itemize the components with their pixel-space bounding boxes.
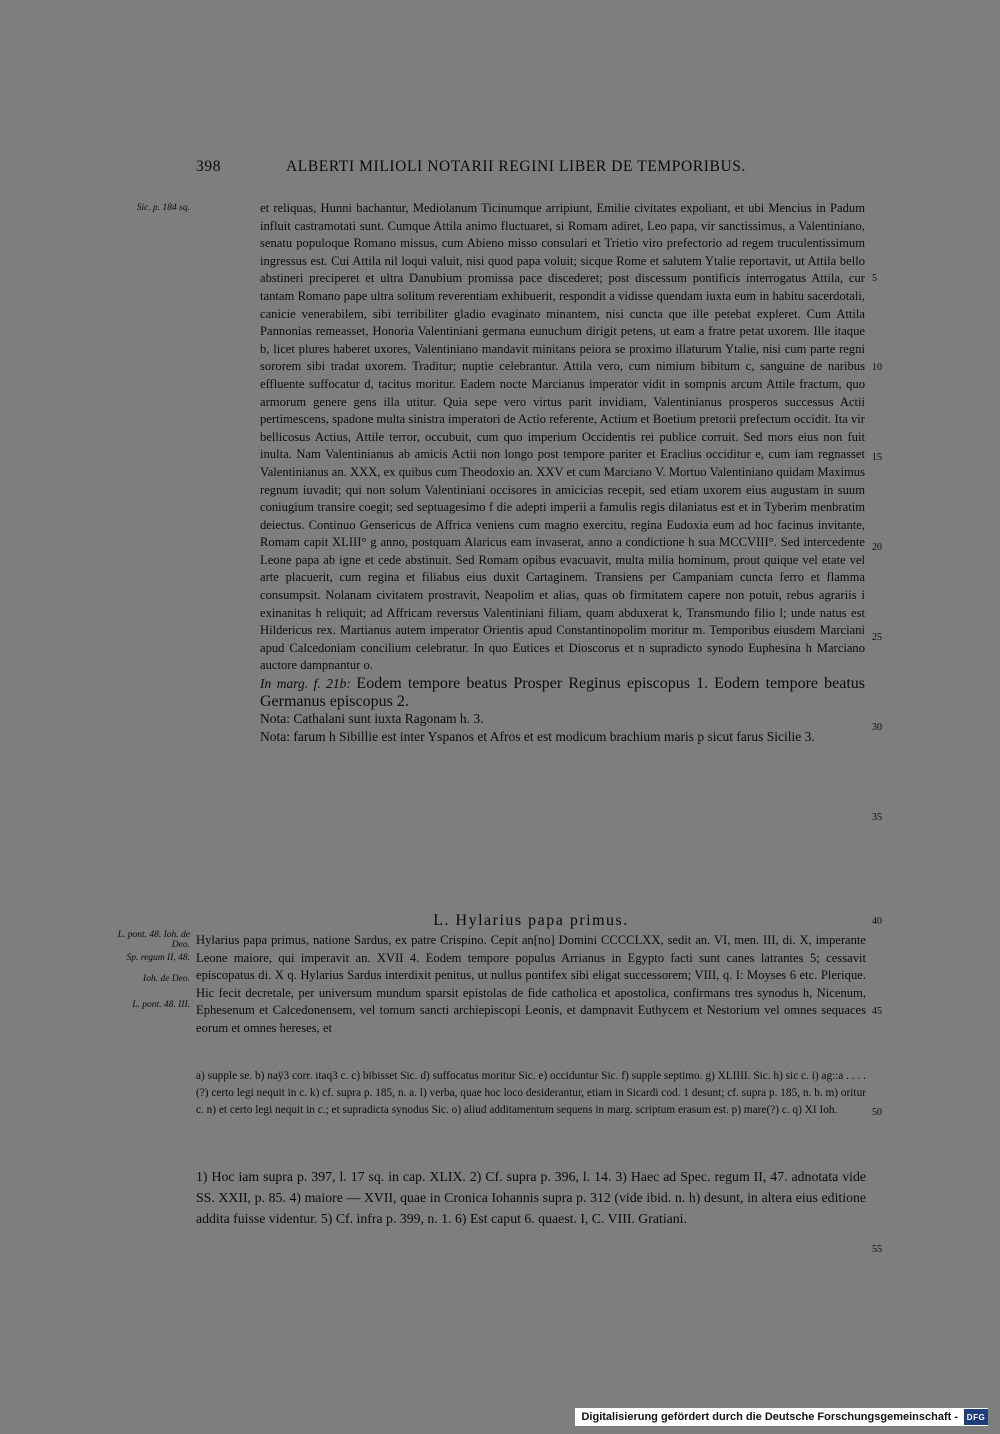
line-number: 50 [872, 1107, 882, 1118]
section-text: Hylarius papa primus, natione Sardus, ex patre Crispino. Cepit an[no] Domini CCCCLXX, sedit an. VI, men. III, di. X, imperante Leone maiore, qui imperavit an. XVII 4. Eodem tempore populus Arrianus in Egypto facti sunt canes latrantes 5; cessavit episcopatus di. X q. Hylarius Sardus interdixit penitus, ut nullus pontifex sibi eligat successorem; VIII, q. I: Moyses 6 etc. Plerique. Hic fecit decretale, per universum mundum sparsit epistolas de fide catholica et apostolica, confirmans tres synodus h, Nicenum, Ephesenum et Calcedonensem, vel tomum sancti archiepiscopi Leonis, et dampnavit Euthycem et Nestorium vel omnes sequaces eorum et omnes hereses, et [196, 933, 866, 1035]
line-number: 40 [872, 916, 882, 927]
margin-note-sic: Sic. p. 184 sq. [136, 203, 190, 213]
line-number: 25 [872, 632, 882, 643]
margin-note-iohdeo: Ioh. de Deo. [143, 974, 190, 984]
line-number: 45 [872, 1006, 882, 1017]
margin-note-spregum: Sp. regum II, 48. [126, 953, 190, 963]
line-number: 15 [872, 452, 882, 463]
running-title: ALBERTI MILIOLI NOTARII REGINI LIBER DE TEMPORIBUS. [286, 158, 746, 175]
main-text [260, 200, 865, 745]
main-paragraph: et reliquas, Hunni bachantur, Mediolanum Ticinumque arripiunt, Emilie civitates expoliant, et ubi Mencius in Padum influit castramotati sunt. Cumque Attila animo fluctuaret, si Romam adiret, Leo papa, vir sanctissimus, a Valentiniano, senatu populoque Romano missus, cum Abieno misso consulari et Trietio viro prefectorio ad regem truculentissimum ingressus est. Cui Attila nil loqui valuit, nisi quod papa voluit; sicque Rome et salutem Ytalie reportavit, ut Attila bello abstineri preciperet et ultra Danubium promissa pace discederet; post discessum pontificis interrogatus Attila, cur tantam Romano pape ultra solitum reverentiam exhibuerit, respondit a vidisse quendam iuxta eum in habitu sacerdotali, canicie venerabilem, sibi terribiliter gladio evaginato minantem, nisi cuncta que ille petebat expleret. Cum Attila Pannonias remeasset, Honoria Valentiniani germana eunuchum dirigit petens, ut eam a fratre petat uxorem. Ille itaque b, licet plures haberet uxores, Valentiniano mandavit minitans peiora se proximo illaturum Ytalie, nisi cum parte regni sororem sibi tradat uxorem. Traditur; nuptie celebrantur. Attila vero, cum nimium bibitum c, sanguine de naribus effluente suffocatur d, tacitus moritur. Eadem nocte Marcianus imperator vidit in sompnis arcum Attile fractum, quo armorum genere gens illa utitur. Quia sepe vero virtus parit invidiam, Valentinianus prosperos successus Actii pertimescens, spadone multa sinistra imperatori de Actio referente, Actium et Boetium pretorii prefectum occidit. Ita vir bellicosus Actius, Attile terror, occubuit, cum quo imperium Occidentis rei publice corruit. Sed mors eius non fuit inulta. Nam Valentinianus ab amicis Actii non longo post tempore pariter et Eraclius occiditur e, cum iam regnasset Valentinianus an. XXX, ex quibus cum Theodoxio an. XXV et cum Marciano V. Mortuo Valentiniano quidam Maximus regnum iuvadit; qui non solum Valentiniani occisores in amicicias recepit, sed etiam uxorem eius augustam in suum coniugium transire coegit; sed septuagesimo f die adepti imperii a famulis regis dilaniatus est et in Tyberim menbratim deiectus. Continuo Gensericus de Affrica veniens cum magno exercitu, regina Eudoxia eum ad hoc facinus invitante, Romam capit XLIII° g anno, postquam Alaricus eam invaserat, anno a condictione h sua MCCVIII°. Sed intercedente Leone papa ab igne et cede abstinuit. Sed Romam opibus evacuavit, multa milia hominum, prout quique vel etate vel arte placuerit, cum regina et filiabus eius duxit Cartaginem. Transiens per Campaniam cuncta ferro et flamma consumpsit. Nolanam civitatem prostravit, Neapolim et alias, quas ob firmitatem capere non potuit, rebus agrariis i exinanitas h reliquit; ad Affricam reversus Valentiniani filiam, quam abduxerat k, Transmundo filio l; unde natus est Hildericus rex. Martianus autem imperator Orientis apud Constantinopolim moritur m. Temporibus eiusdem Marciani apud Calcedoniam concilium celebratur. In quo Eutices et Dioscorus et n supradicto synodo Euphesina h Marciano auctore dampnantur o. [260, 201, 865, 673]
margin-note-lpont: L. pont. 48. Ioh. de Deo. [117, 930, 190, 950]
section-title: L. Hylarius papa primus. [433, 912, 629, 929]
line-number: 55 [872, 1244, 882, 1255]
nota-line: Nota: Cathalani sunt iuxta Ragonam h. 3. [260, 711, 484, 727]
footnotes: 1) Hoc iam supra p. 397, l. 17 sq. in cap. XLIX. 2) Cf. supra p. 396, l. 14. 3) Haec ad Spec. regum II, 47. adnotata vide SS. XXII, p. 85. 4) maiore — XVII, quae in Cronica Iohannis supra p. 312 (vide ibid. n. h) desunt, in altera eius editione addita fuisse videntur. 5) Cf. infra p. 399, n. 1. 6) Est caput 6. quaest. I, C. VIII. Gratiani. [196, 1169, 866, 1226]
line-number: 5 [872, 273, 877, 284]
critical-apparatus: a) supple se. b) naÿ3 corr. itaq3 c. c) bibisset Sic. d) suffocatus moritur Sic. e) occiduntur Sic. f) supple septimo. g) XLIIII. Sic. h) sic c. i) ag::a . . . . (?) certo legi nequit in c. k) cf. supra p. 185, n. a. l) verba, quae hoc loco desiderantur, etiam in Sicardi cod. 1 desunt; cf. supra p. 185, n. b. m) oritur c. n) et certo legi nequit in c.; et supradicta synodus Sic. o) aliud additamentum sequens in marg. scriptum erasum est. p) mare(?) c. q) XI Ioh. [196, 1070, 866, 1116]
funding-banner [575, 1408, 988, 1426]
nota-line: Nota: farum h Sibillie est inter Yspanos et Afros et est modicum brachium maris p sicut farus Sicilie 3. [260, 728, 815, 744]
funding-text: Digitalisierung gefördert durch die Deutsche Forschungsgemeinschaft - [581, 1411, 958, 1423]
dfg-logo-icon: DFG [964, 1409, 988, 1425]
line-number: 10 [872, 362, 882, 373]
page-number: 398 [196, 158, 222, 175]
line-number: 35 [872, 812, 882, 823]
margin-note-lpont2: L. pont. 48. III. [132, 1000, 190, 1010]
in-marg-text: Eodem tempore beatus Prosper Reginus episcopus 1. Eodem tempore beatus Germanus episcopus 2. [260, 675, 866, 710]
in-marg-note [260, 675, 865, 710]
in-marg-label: In marg. f. 21b: [260, 676, 351, 692]
line-number: 20 [872, 542, 882, 553]
line-number: 30 [872, 722, 882, 733]
